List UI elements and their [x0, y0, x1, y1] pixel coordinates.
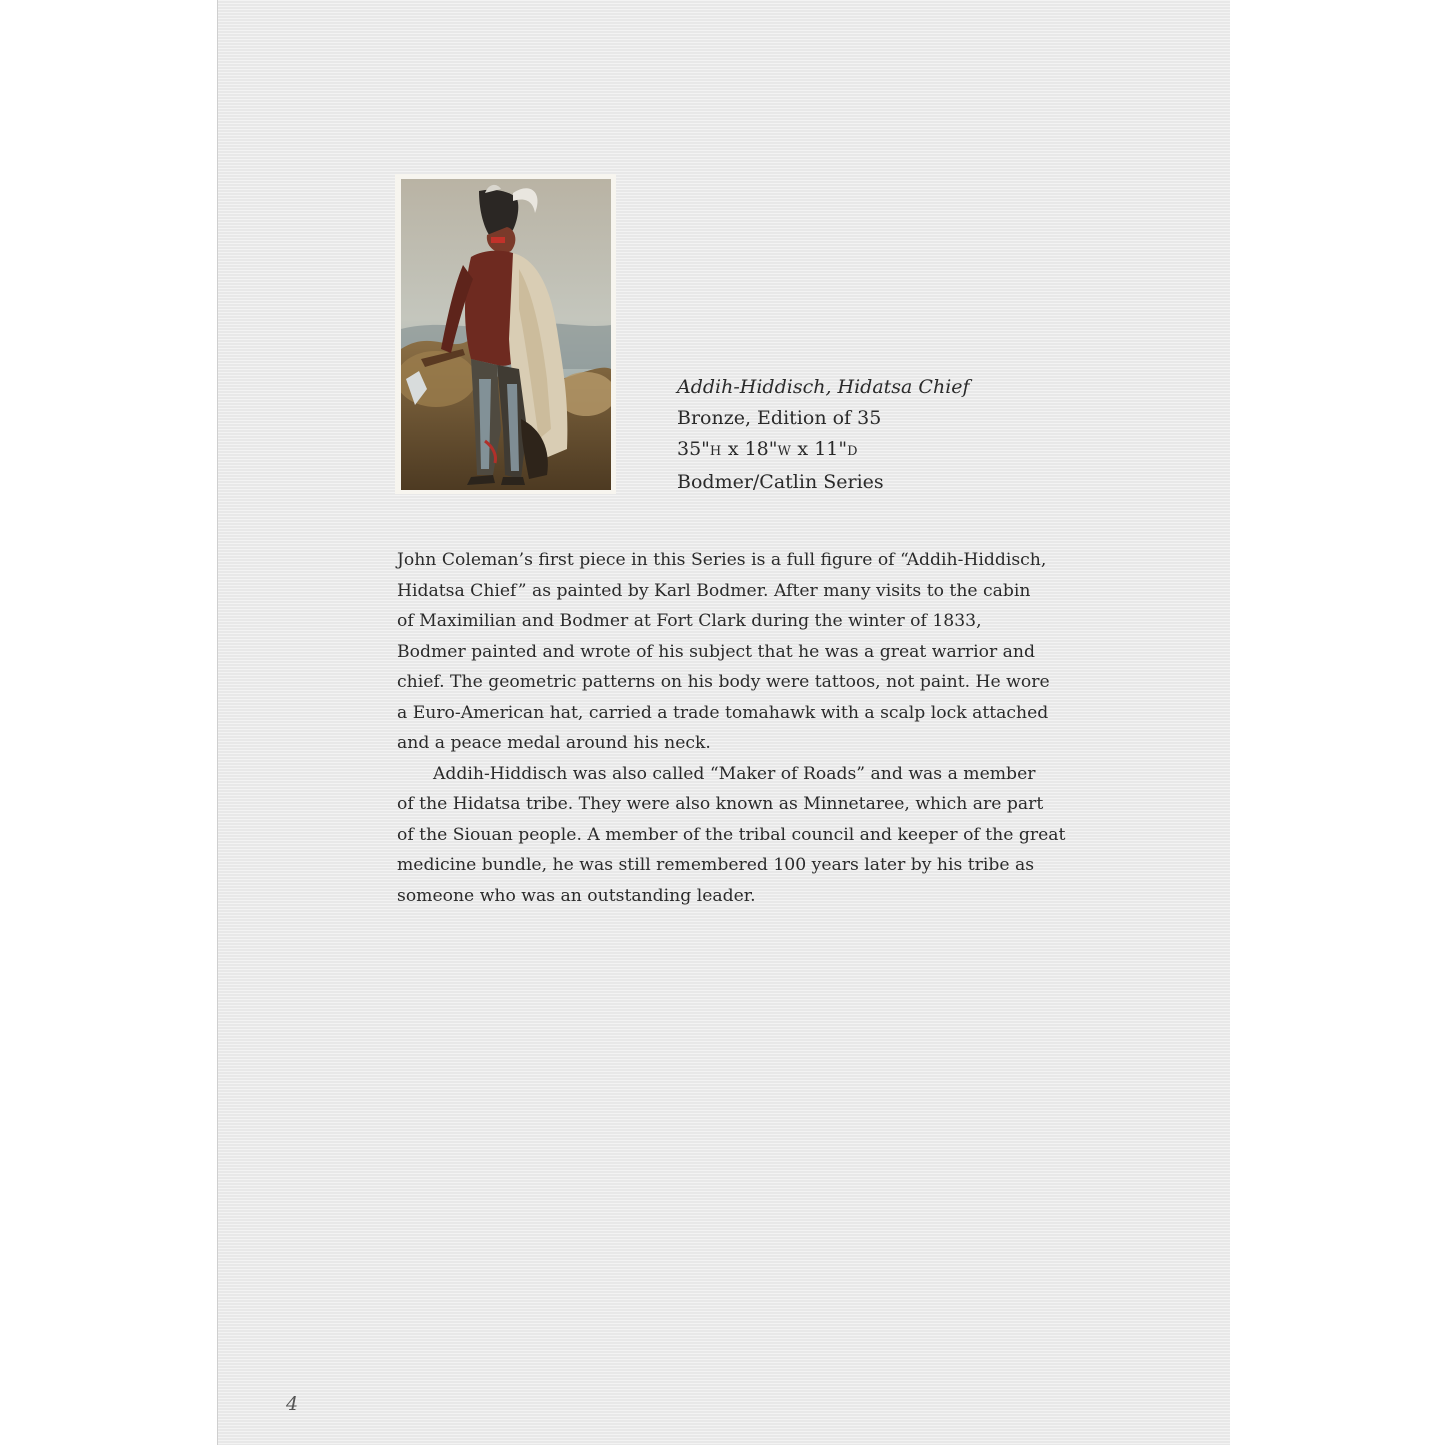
paragraph-2 [397, 759, 1066, 912]
dim-sep-1: x [727, 438, 739, 460]
painting-addih-hiddisch [401, 179, 611, 490]
paragraph-1 [397, 545, 1057, 759]
dim-sep-2: x [797, 438, 809, 460]
dim-width: 18" [744, 438, 778, 460]
dim-depth: 11" [814, 438, 848, 460]
dim-width-unit: W [777, 444, 792, 459]
text-line: medicine bundle, he was still remembered 100 years later by his tribe as [397, 855, 1035, 875]
text-line: Addih-Hiddisch was also called “Maker of Roads” and was a member [433, 763, 1036, 784]
text-line: of Maximilian and Bodmer at Fort Clark during the winter of 1833, [397, 611, 982, 631]
dim-height-unit: H [709, 444, 722, 459]
text-line: and a peace medal around his neck. [397, 733, 711, 753]
artwork-caption [677, 372, 970, 498]
artwork-medium: Bronze, Edition of 35 [677, 407, 882, 429]
page-number: 4 [286, 1393, 299, 1415]
artwork-title: Addih-Hiddisch, Hidatsa Chief [677, 376, 970, 398]
text-line: Hidatsa Chief” as painted by Karl Bodmer. After many visits to the cabin [397, 580, 1031, 601]
text-line: Bodmer painted and wrote of his subject that he was a great warrior and [397, 641, 1035, 662]
text-line: of the Hidatsa tribe. They were also known as Minnetaree, which are part [397, 794, 1044, 814]
text-line: chief. The geometric patterns on his body were tattoos, not paint. He wore [397, 672, 1050, 692]
dim-height: 35" [677, 438, 710, 460]
text-line: someone who was an outstanding leader. [397, 885, 756, 906]
artwork-dimensions [677, 434, 970, 467]
text-line: a Euro-American hat, carried a trade tomahawk with a scalp lock attached [397, 702, 1049, 723]
body-text [397, 545, 1066, 911]
artwork-series: Bodmer/Catlin Series [677, 471, 884, 493]
text-line: of the Siouan people. A member of the tribal council and keeper of the great [397, 824, 1066, 845]
dim-depth-unit: D [847, 444, 859, 459]
text-line: John Coleman’s first piece in this Series is a full figure of “Addih-Hiddisch, [397, 550, 1047, 570]
painting-plate [395, 174, 616, 494]
